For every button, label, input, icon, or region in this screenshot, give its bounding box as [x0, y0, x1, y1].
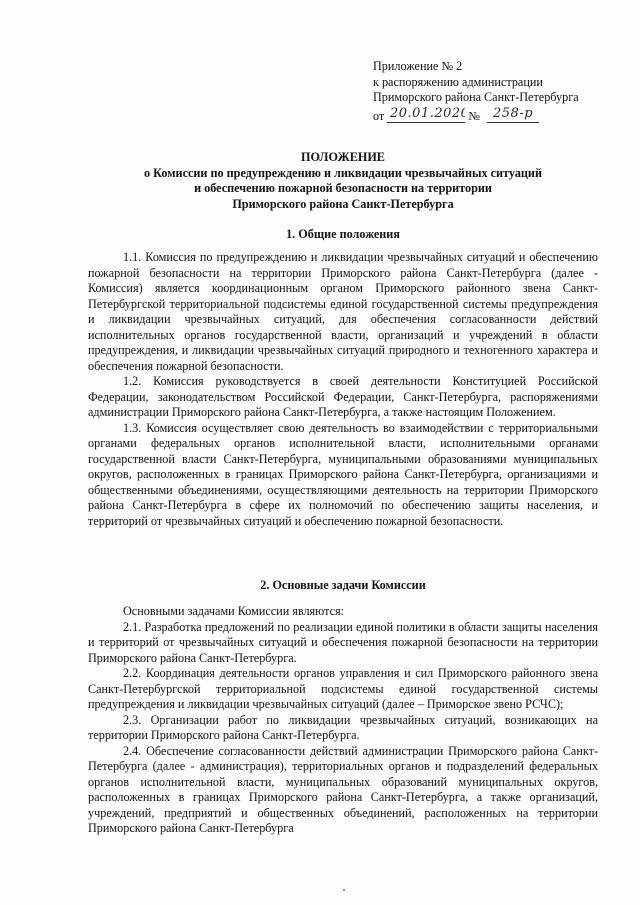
section-1-heading: 1. Общие положения	[286, 227, 400, 241]
page-marker-dot	[343, 889, 345, 891]
title-line-2: и обеспечению пожарной безопасности на территории	[194, 181, 492, 196]
paragraph-2-4: 2.4. Обеспечение согласованности действий администрации Приморского района Санкт-Петербурга (далее - администрация), территориальных органов и подразделений федеральных органов исполнительной власти, муниципальных образований муниципальных округов, расположенных в границах Приморского района Санкт-Петербурга, а также организаций, учреждений, предприятий и общественных объединений, расположенных на территории Приморского района Санкт-Петербурга	[88, 743, 598, 835]
paragraph-1-2: 1.2. Комиссия руководствуется в своей деятельности Конституцией Российской Федерации, законодательством Российской Федерации, Санкт-Петербурга, распоряжениями администрации Приморского района Санкт-Петербурга, а также настоящим Положением.	[88, 374, 598, 419]
section-2-body	[88, 604, 598, 837]
paragraph-2-1: 2.1. Разработка предложений по реализации единой политики в области защиты населения и территорий от чрезвычайных ситуаций и обеспечения пожарной безопасности на территории Приморского района Санкт-Петербурга.	[88, 619, 598, 665]
annex-line-1: Приложение № 2	[373, 59, 463, 73]
annex-date-line	[373, 106, 613, 125]
paragraph-2-3: 2.3. Организации работ по ликвидации чрезвычайных ситуаций, возникающих на территории Приморского района Санкт-Петербурга.	[88, 712, 598, 742]
paragraph-1-3: 1.3. Комиссия осуществляет свою деятельность во взаимодействии с территориальными органами федеральных органов исполнительной власти, исполнительными органами государственной власти Санкт-Петербурга, муниципальными образованиями муниципальных округов, расположенных в границах Приморского района Санкт-Петербурга, организациями и общественными объединениями, осуществляющими деятельность на территории Приморского района Санкт-Петербурга в сфере их полномочий по обеспечению защиты населения, и территорий от чрезвычайных ситуаций и обеспечению пожарной безопасности.	[88, 420, 598, 528]
handwritten-number	[487, 106, 539, 123]
handwritten-date-glyphs: 20.01.2020	[390, 105, 466, 120]
section-2-intro: Основными задачами Комиссии являются:	[123, 604, 344, 618]
section-1-body	[88, 250, 598, 529]
handwritten-date-drawing	[387, 106, 465, 120]
paragraph-1-1: 1.1. Комиссия по предупреждению и ликвидации чрезвычайных ситуаций и обеспечению пожарной безопасности на территории Приморского района Санкт-Петербурга (далее - Комиссия) является координационным органом Приморского районного звена Санкт-Петербургской территориальной подсистемы единой государственной системы предупреждения и ликвидации чрезвычайных ситуаций, для обеспечения согласованности действий исполнительных органов государственной власти, организаций и учреждений в области предупреждения, и ликвидации чрезвычайных ситуаций природного и техногенного характера и обеспечения пожарной безопасности.	[88, 250, 598, 373]
annex-number-label: №	[468, 108, 480, 123]
annex-from-label: от	[373, 108, 385, 123]
handwritten-number-glyphs: 258-р	[493, 105, 534, 120]
section-2-heading: 2. Основные задачи Комиссии	[260, 578, 426, 592]
document-title-block	[88, 150, 598, 213]
title-line-3: Приморского района Санкт-Петербурга	[232, 197, 454, 212]
annex-block	[373, 59, 613, 124]
paragraph-2-2: 2.2. Координация деятельности органов управления и сил Приморского районного звена Санкт-Петербургской территориальной подсистемы единой государственной системы предупреждения и ликвидации чрезвычайных ситуаций (далее – Приморское звено РСЧС);	[88, 666, 598, 711]
title-line-1: о Комиссии по предупреждению и ликвидации чрезвычайных ситуаций	[144, 165, 542, 180]
handwritten-number-drawing	[487, 106, 539, 120]
handwritten-date	[387, 106, 465, 123]
document-title: ПОЛОЖЕНИЕ	[301, 150, 385, 164]
annex-line-2: к распоряжению администрации	[373, 74, 543, 89]
annex-line-3: Приморского района Санкт-Петербурга	[373, 90, 579, 105]
